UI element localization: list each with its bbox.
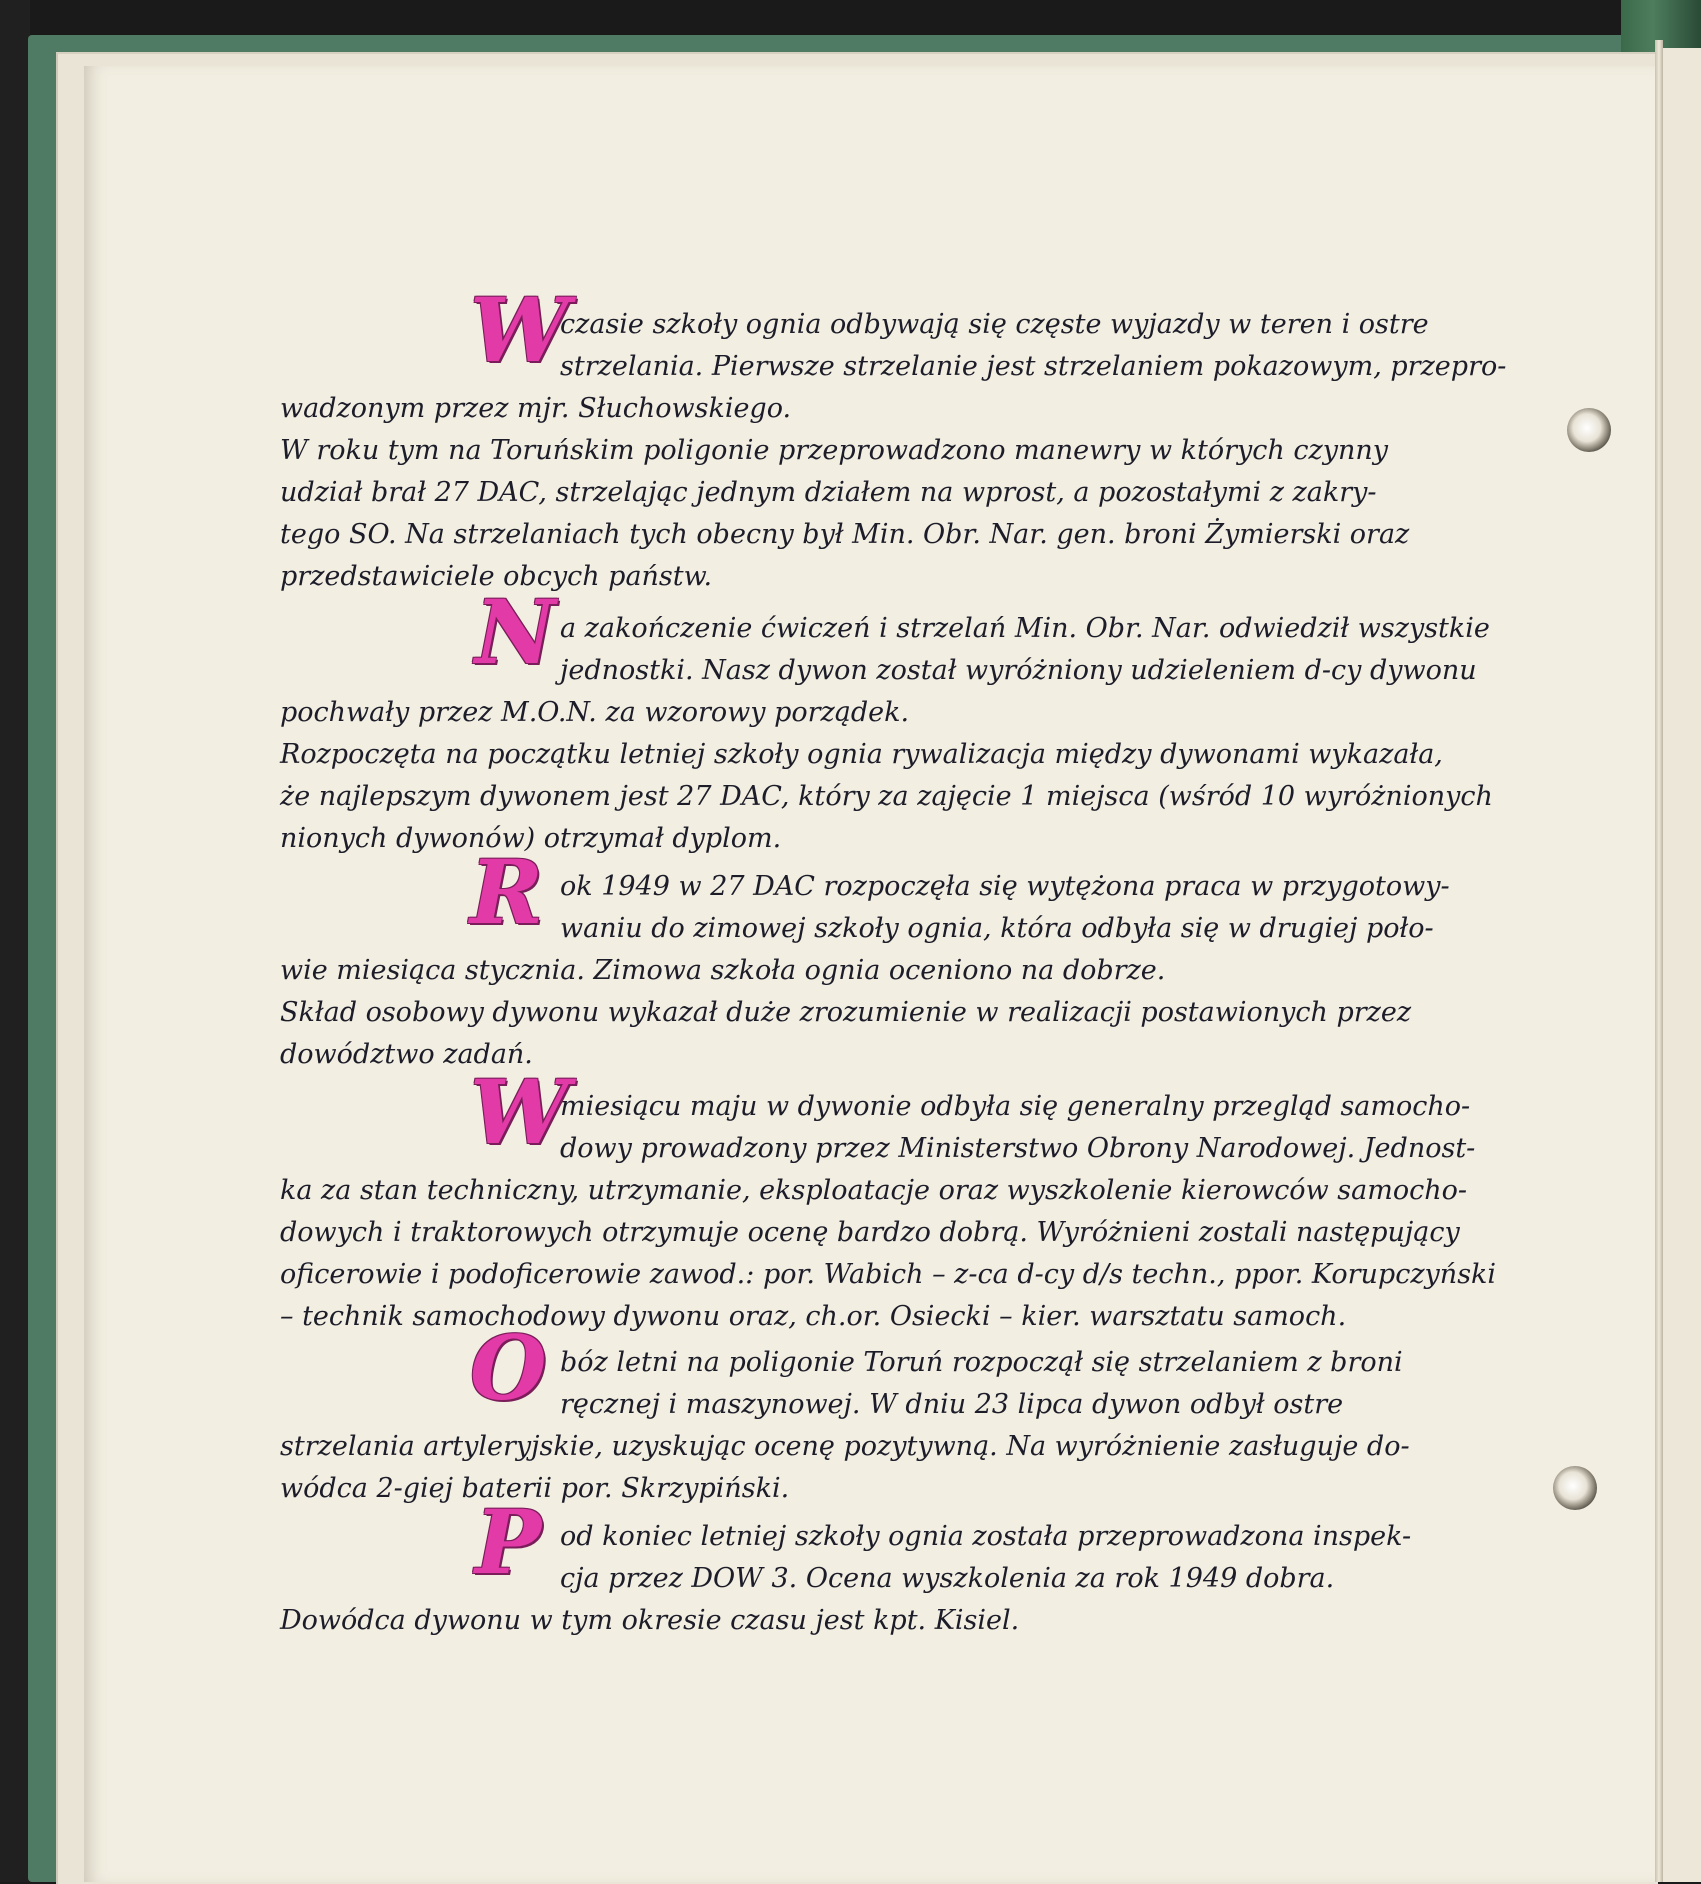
drop-cap: W (470, 278, 569, 382)
text-line: a zakończenie ćwiczeń i strzelań Min. Obr. Nar. odwiedził wszystkie (560, 613, 1490, 644)
text-line: wie miesiąca stycznia. Zimowa szkoła ognia oceniono na dobrze. (280, 955, 1166, 986)
text-line: Dowódca dywonu w tym okresie czasu jest kpt. Kisiel. (280, 1605, 1020, 1636)
text-line: strzelania artyleryjskie, uzyskując ocenę pozytywną. Na wyróżnienie zasługuje do- (280, 1431, 1410, 1462)
text-line: bóz letni na poligonie Toruń rozpoczął się strzelaniem z broni (560, 1347, 1403, 1378)
text-line: wadzonym przez mjr. Słuchowskiego. (280, 393, 792, 424)
text-line: miesiącu maju w dywonie odbyła się generalny przegląd samocho- (560, 1091, 1471, 1122)
text-line: Skład osobowy dywonu wykazał duże zrozumienie w realizacji postawionych przez (280, 997, 1412, 1028)
paragraph (280, 1490, 1480, 1642)
text-line: ręcznej i maszynowej. W dniu 23 lipca dywon odbył ostre (560, 1389, 1344, 1420)
text-line: jednostki. Nasz dywon został wyróżniony udzieleniem d-cy dywonu (560, 655, 1477, 686)
text-line: dowych i traktorowych otrzymuje ocenę bardzo dobrą. Wyróżnieni zostali następujący (280, 1217, 1460, 1248)
text-line: od koniec letniej szkoły ognia została przeprowadzona inspek- (560, 1521, 1412, 1552)
drop-cap: R (470, 840, 544, 944)
text-line: dowództwo zadań. (280, 1039, 533, 1070)
next-page-edge (1663, 48, 1701, 1882)
background-left (0, 0, 30, 1882)
text-line: wódca 2-giej baterii por. Skrzypiński. (280, 1473, 790, 1504)
paragraph (280, 278, 1507, 598)
paragraph (280, 1060, 1497, 1338)
text-line: cja przez DOW 3. Ocena wyszkolenia za rok 1949 dobra. (560, 1563, 1335, 1594)
text-line: ok 1949 w 27 DAC rozpoczęła się wytężona praca w przygotowy- (560, 871, 1450, 902)
text-line: dowy prowadzony przez Ministerstwo Obrony Narodowej. Jednost- (560, 1133, 1476, 1164)
text-line: strzelania. Pierwsze strzelanie jest strzelaniem pokazowym, przepro- (560, 351, 1507, 382)
paragraph (280, 580, 1493, 860)
text-line: – technik samochodowy dywonu oraz, ch.or. Osiecki – kier. warsztatu samoch. (280, 1301, 1347, 1332)
drop-cap: N (475, 580, 556, 684)
text-line: tego SO. Na strzelaniach tych obecny był Min. Obr. Nar. gen. broni Żymierski oraz (280, 519, 1410, 550)
text-line: ka za stan techniczny, utrzymanie, eksploatacje oraz wyszkolenie kierowców samocho- (280, 1175, 1467, 1206)
drop-cap: W (470, 1060, 569, 1164)
text-line: nionych dywonów) otrzymał dyplom. (280, 823, 782, 854)
punch-hole-top (1567, 408, 1611, 452)
text-line: że najlepszym dywonem jest 27 DAC, który za zajęcie 1 miejsca (wśród 10 wyróżnionych (280, 781, 1493, 812)
text-line: oficerowie i podoficerowie zawod.: por. Wabich – z-ca d-cy d/s techn., ppor. Korupczyński (280, 1259, 1497, 1290)
text-line: pochwały przez M.O.N. za wzorowy porządek. (280, 697, 910, 728)
page-gutter (1655, 40, 1663, 1882)
handwritten-text (280, 270, 1507, 1642)
punch-hole-bottom (1553, 1466, 1597, 1510)
text-line: udział brał 27 DAC, strzelając jednym działem na wprost, a pozostałymi z zakry- (280, 477, 1377, 508)
paragraph (280, 840, 1480, 1076)
text-line: czasie szkoły ognia odbywają się częste wyjazdy w teren i ostre (560, 309, 1429, 340)
text-line: przedstawiciele obcych państw. (280, 561, 713, 592)
text-line: waniu do zimowej szkoły ognia, która odbyła się w drugiej poło- (560, 913, 1434, 944)
text-line: Rozpoczęta na początku letniej szkoły ognia rywalizacja między dywonami wykazała, (280, 739, 1443, 770)
drop-cap: O (470, 1316, 547, 1420)
text-line: W roku tym na Toruńskim poligonie przeprowadzono manewry w których czynny (280, 435, 1389, 466)
drop-cap: P (475, 1490, 542, 1594)
